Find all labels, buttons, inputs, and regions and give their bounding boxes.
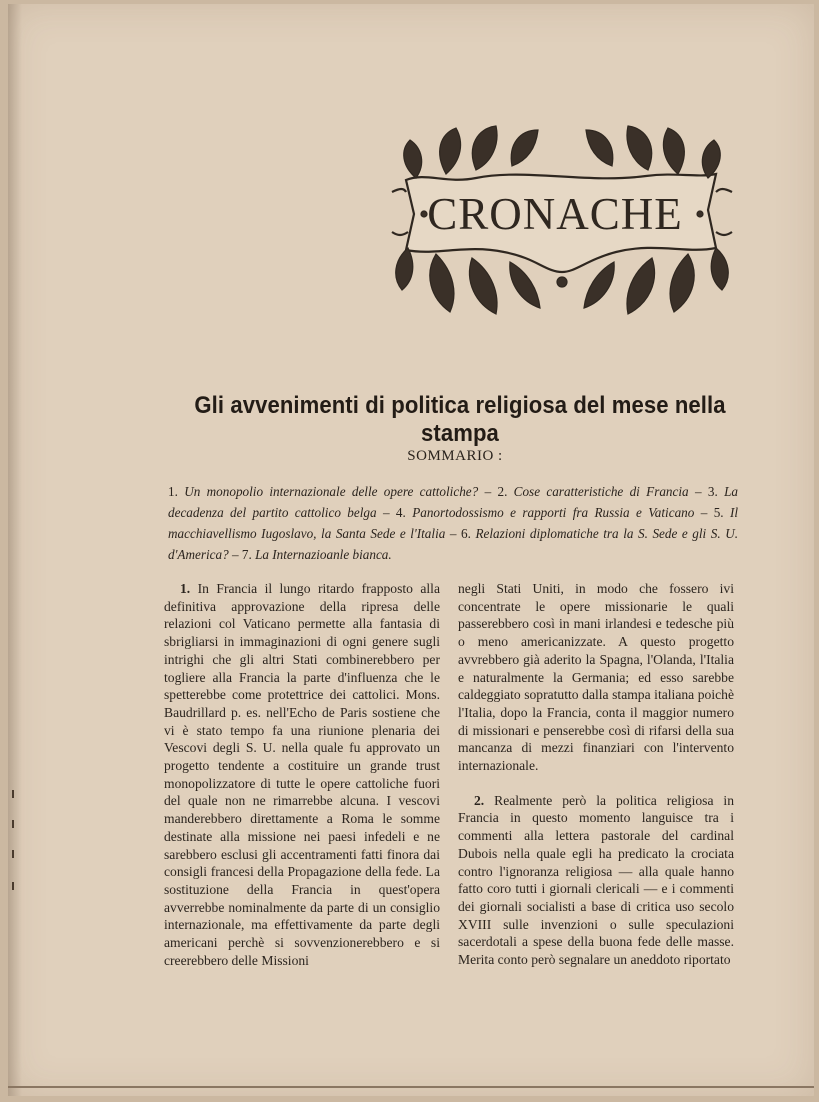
summary-item-number: 3. [707,484,718,499]
summary-item: Cose caratteristiche di Francia [513,484,689,499]
summary-list: 1. Un monopolio internazionale delle opere cattoliche? – 2. Cose caratteristiche di Francia – 3. La decadenza del partito cattolico belga – 4. Panortodossismo e rapporti fra Russia e Vaticano – 5. Il macchiavellismo Iugoslavo, la Santa Sede e l'Italia – 6. Relazioni diplomatiche tra la S. Sede e gli S. U. d'America? – 7. La Internazioanle bianca. [168,484,739,562]
summary-item: Relazioni diplomatiche tra la S. Sede e gli S. U. d'America? [168,526,739,562]
summary-item: Un monopolio internazionale delle opere cattoliche? [184,484,479,499]
paragraph-text: In Francia il lungo ritardo frapposto alla definitiva approvazione della ripresa delle relazioni col Vaticano permette alla fantasia di sbrigliarsi in immaginazioni di ogni genere sugli intrighi che gli altri Stati combinerebbero per togliere alla Francia la parte d'influenza che le spetterebbe come protettrice dei cattolici. Mons. Baudrillard p. es. nell'Echo de Paris sostiene che vi è stato tempo fa una riunione plenaria dei Vescovi degli S. U. nella quale fu approvato un progetto tendente a costituire un grande trust monopolizzatore di tutte le opere cattoliche fuori del quale non ne rimarrebbe alcuna. I vescovi manderebbero direttamente a Roma le somme destinate alla missione nei paesi infedeli e ne sarebbero esclusi gli accentramenti fatti finora dai consigli francesi della Propagazione della fede. La sostituzione della Francia in quest'opera avverrebbe nominalmente da parte di un consiglio internazionale, ma effettivamente da parte degli americani perchè si sovvenzionerebbero e si creerebbero delle Missioni [164,581,440,968]
body-column-right [458,580,734,969]
summary-item-number: 6. [461,526,471,541]
binding-shadow [8,4,22,1096]
summary-item-number: 1. [168,484,178,499]
summary-item: Il macchiavellismo Iugoslavo, la Santa Sede e l'Italia [168,505,739,541]
paragraph-number: 2. [474,792,485,808]
body-column-left [164,580,440,969]
page-bottom-edge [8,1086,814,1088]
paragraph-2 [458,792,734,969]
summary-item: La Internazioanle bianca. [255,547,392,562]
paragraph-1-part-2 [458,580,734,775]
summary-item-number: 4. [395,505,406,520]
summary-item-number: 5. [713,505,724,520]
article-title: Gli avvenimenti di politica religiosa del mese nella stampa [194,392,726,447]
summary-item: La decadenza del partito cattolico belga [168,484,738,520]
section-title: CRONACHE [427,189,683,239]
margin-marks [12,790,18,900]
summary-heading: SOMMARIO : [407,448,503,464]
paragraph-text: negli Stati Uniti, in modo che fossero ivi concentrate le opere missionarie le quali passerebbero così in mani irlandesi e tedesche più o meno americanizzate. A questo progetto avvrebbero già aderito la Spagna, l'Olanda, l'Italia e naturalmente la Germania; ed esso sarebbe caldeggiato sopratutto dalla stampa italiana poichè l'Italia, dopo la Francia, conta il maggior numero di missionari e penserebbe così di rifarsi della sua mancanza di mezzi finanziari con l'intervento internazionale. [458,581,734,774]
paragraph-1-part-1 [164,580,440,969]
paragraph-text: Realmente però la politica religiosa in Francia in questo momento languisce tra i commenti alla lettera pastorale del cardinal Dubois nella quale egli ha predicato la crociata contro l'ignoranza religiosa — alla quale hanno fatto coro tutti i giornali clericali — e i commenti dei giornali socialisti a base di critica uso secolo XVIII sulle invenzioni o sulle speculazioni sacerdotali a spese della buona fede delle masse. Merita conto però segnalare un aneddoto riportato [458,792,735,968]
summary-item-number: 2. [497,484,508,499]
paragraph-number: 1. [180,581,191,596]
summary-item-number: 7. [241,547,252,562]
summary-item: Panortodossismo e rapporti fra Russia e Vaticano [412,505,695,520]
